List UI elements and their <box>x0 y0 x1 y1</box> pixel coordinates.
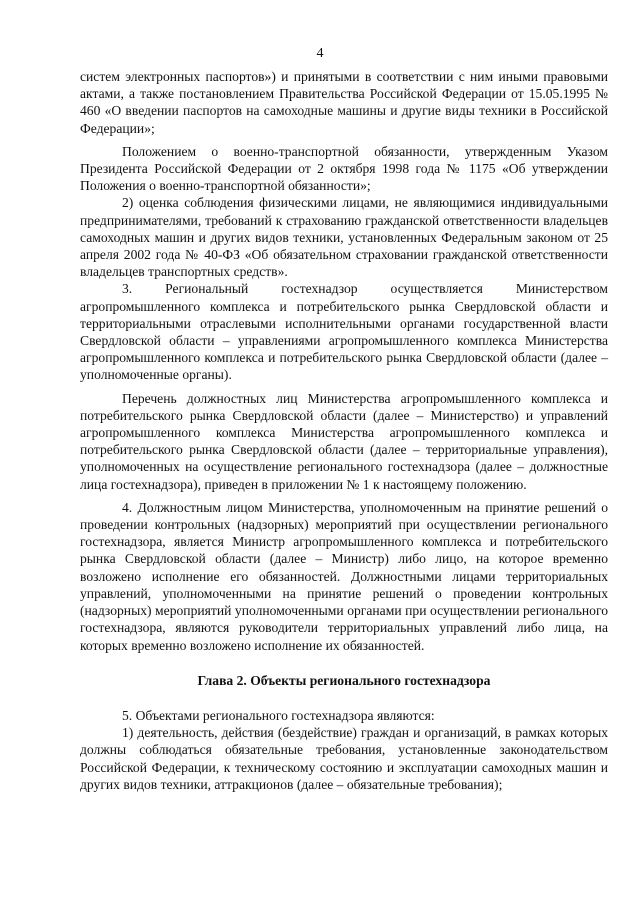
paragraph-8: 1) деятельность, действия (бездействие) граждан и организаций, в рамках которых должны соблюдаться обязательные требования, установленные законодательством Российской Федерации, к техническому состоянию и эксплуатации самоходных машин и других видов техники, аттракционов (далее – обязательные требования); <box>80 725 608 792</box>
paragraph-5: Перечень должностных лиц Министерства агропромышленного комплекса и потребительского рынка Свердловской области (далее – Министерство) и управлений агропромышленного комплекса Министерства агропромышленного комплекса и потребительского рынка Свердловской области (далее – территориальные управления), уполномоченных на осуществление регионального гостехнадзора (далее – должностные лица гостехнадзора), приведен в приложении № 1 к настоящему положению. <box>80 390 608 492</box>
paragraph-6: 4. Должностным лицом Министерства, уполномоченным на принятие решений о проведении контрольных (надзорных) мероприятий при осуществлении регионального гостехнадзора, является Министр агропромышленного комплекса и потребительского рынка Свердловской области (далее – Министр) либо лицо, на которое временно возложено исполнение его обязанностей. Должностными лицами территориальных управлений, уполномоченными на принятие решений о проведении контрольных (надзорных) мероприятий уполномоченными органами при осуществлении регионального гостехнадзора, являются руководители территориальных управлений либо лица, на которых временно возложено исполнение их обязанностей. <box>80 499 608 653</box>
paragraph-2: Положением о военно-транспортной обязанности, утвержденным Указом Президента Российской Федерации от 2 октября 1998 года № 1175 «Об утверждении Положения о военно-транспортной обязанности»; <box>80 143 608 194</box>
paragraph-7: 5. Объектами регионального гостехнадзора являются: <box>122 707 435 723</box>
paragraph-4: 3. Региональный гостехнадзор осуществляется Министерством агропромышленного комплекса и потребительского рынка Свердловской области и территориальными отраслевыми исполнительными органами государственной власти Свердловской области – управлениями агропромышленного комплекса Министерства агропромышленного комплекса и потребительского рынка Свердловской области (далее – уполномоченные органы). <box>80 281 608 383</box>
document-body <box>80 68 608 793</box>
chapter-heading: Глава 2. Объекты регионального гостехнадзора <box>197 672 491 688</box>
paragraph-1: систем электронных паспортов») и принятыми в соответствии с ним иными правовыми актами, а также постановлением Правительства Российской Федерации от 15.05.1995 № 460 «О введении паспортов на самоходные машины и другие виды техники в Российской Федерации»; <box>80 69 608 136</box>
paragraph-3: 2) оценка соблюдения физическими лицами, не являющимися индивидуальными предпринимателями, требований к страхованию гражданской ответственности владельцев самоходных машин и других видов техники, установленных Федеральным законом от 25 апреля 2002 года № 40-ФЗ «Об обязательном страховании гражданской ответственности владельцев транспортных средств». <box>80 195 608 280</box>
page-number: 4 <box>316 46 324 61</box>
